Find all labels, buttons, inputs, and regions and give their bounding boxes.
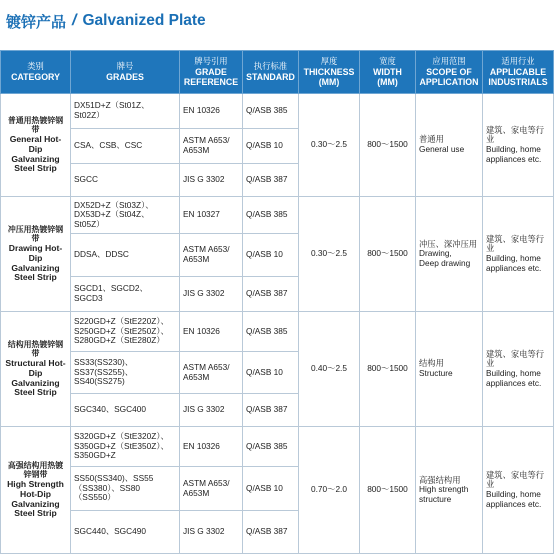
text-line: ASTM A653/ [183,135,230,146]
standard-cell: Q/ASB 385 [243,312,299,352]
application-cell [416,197,483,312]
header-width: 宽度 WIDTH (MM) [360,51,416,94]
text-line: Building, home [486,253,541,263]
title-english: Galvanized Plate [82,12,206,29]
thickness-cell: 0.30～2.5 [299,197,360,312]
text-line: JIS G 3302 [183,404,225,415]
standard-cell: Q/ASB 387 [243,511,299,554]
standard-cell: Q/ASB 387 [243,277,299,312]
width-cell: 800～1500 [360,94,416,197]
text-line: EN 10327 [183,209,220,220]
text-line: S220GD+Z（StE220Z）、 [74,316,169,327]
text-line: Dip Galvanizing [11,143,60,164]
text-line: SS33(SS230)、 [74,357,134,368]
grades-cell [71,312,180,352]
table-row [1,197,554,234]
text-line: General use [419,144,465,154]
reference-cell [180,234,243,277]
application-cn: 冲压、深冲压用 [419,238,478,249]
text-line: （SS550） [74,492,116,503]
standard-cell: Q/ASB 387 [243,164,299,197]
grades-cell [71,511,180,554]
text-line: Galvanizing [11,498,60,509]
thickness-cell: 0.70～2.0 [299,427,360,554]
grades-cell [71,277,180,312]
text-line: S350GD+Z（StE350Z）、 [74,440,169,451]
reference-cell [180,511,243,554]
industrials-cn: 建筑、家电等行业 [486,233,545,254]
category-cn: 普通用热镀锌钢带 [7,115,64,134]
text-line: appliances etc. [486,377,542,388]
industrials-cell [483,312,554,427]
category-cell [1,427,71,554]
table-body [1,94,554,554]
thickness-cell: 0.30～2.5 [299,94,360,197]
header-standard: 执行标准 STANDARD [243,51,299,94]
grades-cell [71,94,180,129]
text-line: Hot-Dip [19,488,52,499]
text-line: appliances etc. [486,498,542,509]
header-reference: 牌号引用 GRADE REFERENCE [180,51,243,94]
text-line: Deep drawing [419,257,471,268]
text-line: Building, home [486,144,541,154]
text-line: ASTM A653/ [183,361,230,372]
width-cell: 800～1500 [360,197,416,312]
text-line: SS40(SS275) [74,376,125,387]
reference-cell [180,94,243,129]
standard-cell: Q/ASB 10 [243,129,299,164]
text-line: Structural Hot- [5,357,66,368]
text-line: SS37(SS255)、 [74,366,134,377]
text-line: ASTM A653/ [183,477,230,488]
text-line: Steel Strip [14,163,57,174]
category-cell [1,197,71,312]
table-row [1,312,554,352]
application-cell [416,427,483,554]
reference-cell [180,467,243,511]
text-line: Drawing, [419,248,452,259]
text-line: EN 10326 [183,440,220,451]
reference-cell [180,164,243,197]
text-line: EN 10326 [183,325,220,336]
text-line: structure [419,493,452,504]
grades-cell [71,129,180,164]
application-cell [416,312,483,427]
text-line: DX51D+Z（St01Z、 [74,100,150,111]
text-line: Building, home [486,489,541,499]
text-line: Drawing Hot- [8,242,63,253]
grades-cell [71,234,180,277]
text-line: High Strength [7,478,64,489]
application-cell [416,94,483,197]
text-line: ASTM A653/ [183,244,230,255]
text-line: DX52D+Z（St03Z）、 [74,199,154,210]
text-line: SS50(SS340)、SS55 [74,473,154,484]
reference-cell [180,277,243,312]
thickness-cell: 0.40～2.5 [299,312,360,427]
header-scope: 应用范围 SCOPE OF APPLICATION [416,51,483,94]
standard-cell: Q/ASB 387 [243,394,299,427]
text-line: （SS380）、SS80 [74,482,140,493]
text-line: Steel Strip [14,508,57,519]
text-line: Dip Galvanizing [11,367,60,388]
industrials-cn: 建筑、家电等行业 [486,348,545,369]
text-line: SGCD1、SGCD2、SGCD3 [74,283,148,303]
grades-cell [71,164,180,197]
text-line: JIS G 3302 [183,288,225,299]
text-line: appliances etc. [486,262,542,273]
text-line: St02Z） [74,110,105,120]
text-line: SGC440、SGC490 [74,526,146,537]
grades-cell [71,467,180,511]
reference-cell [180,394,243,427]
industrials-cn: 建筑、家电等行业 [486,469,545,490]
reference-cell [180,129,243,164]
text-line: S250GD+Z（StE250Z）、 [74,325,169,336]
header-row [1,51,554,94]
reference-cell [180,312,243,352]
industrials-cell [483,427,554,554]
standard-cell: Q/ASB 385 [243,197,299,234]
standard-cell: Q/ASB 10 [243,234,299,277]
header-grades: 牌号 GRADES [71,51,180,94]
text-line: SGCC [74,174,98,185]
title-separator: / [72,12,77,29]
text-line: S350GD+Z [74,450,116,461]
standard-cell: Q/ASB 385 [243,94,299,129]
grades-cell [71,427,180,467]
grades-cell [71,197,180,234]
reference-cell [180,197,243,234]
text-line: DX53D+Z（St04Z、 [74,209,150,220]
standard-cell: Q/ASB 10 [243,467,299,511]
text-line: General Hot- [9,133,62,144]
standard-cell: Q/ASB 10 [243,352,299,394]
title-chinese: 镀锌产品 [6,13,67,31]
text-line: Steel Strip [14,387,57,398]
text-line: A653M [183,487,210,498]
header-thickness: 厚度 THICKNESS (MM) [299,51,360,94]
text-line: S280GD+Z（StE280Z） [74,335,165,346]
text-line: Dip Galvanizing [11,252,60,273]
category-cn: 结构用热镀锌钢带 [7,339,64,358]
reference-cell [180,427,243,467]
text-line: Structure [419,368,453,378]
standard-cell: Q/ASB 385 [243,427,299,467]
table-row [1,427,554,467]
industrials-cell [483,197,554,312]
text-line: CSA、CSB、CSC [74,140,143,151]
grades-cell [71,352,180,394]
category-cn: 高强结构用热镀锌钢带 [7,460,64,479]
text-line: JIS G 3302 [183,526,225,537]
industrials-cn: 建筑、家电等行业 [486,124,545,145]
text-line: DDSA、DDSC [74,249,129,260]
header-category: 类别 CATEGORY [1,51,71,94]
text-line: A653M [183,254,210,264]
category-cn: 冲压用热镀锌钢带 [7,224,64,243]
text-line: JIS G 3302 [183,174,225,185]
text-line: SGC340、SGC400 [74,404,146,415]
application-cn: 普通用 [419,134,444,145]
text-line: Steel Strip [14,272,57,283]
text-line: High strength [419,484,469,495]
reference-cell [180,352,243,394]
industrials-cell [483,94,554,197]
application-cn: 高强结构用 [419,474,461,485]
width-cell: 800～1500 [360,312,416,427]
text-line: Building, home [486,368,541,378]
application-cn: 结构用 [419,358,444,369]
text-line: A653M [183,145,210,155]
grades-cell [71,394,180,427]
table-row [1,94,554,129]
text-line: EN 10326 [183,105,220,116]
header-industrials: 适用行业 APPLICABLE INDUSTRIALS [483,51,554,94]
page-title [6,8,206,34]
text-line: A653M [183,371,210,382]
galvanized-plate-table [0,50,554,554]
text-line: St05Z） [74,218,105,229]
text-line: appliances etc. [486,153,542,164]
category-cell [1,94,71,197]
category-cell [1,312,71,427]
width-cell: 800～1500 [360,427,416,554]
text-line: S320GD+Z（StE320Z）、 [74,431,169,442]
